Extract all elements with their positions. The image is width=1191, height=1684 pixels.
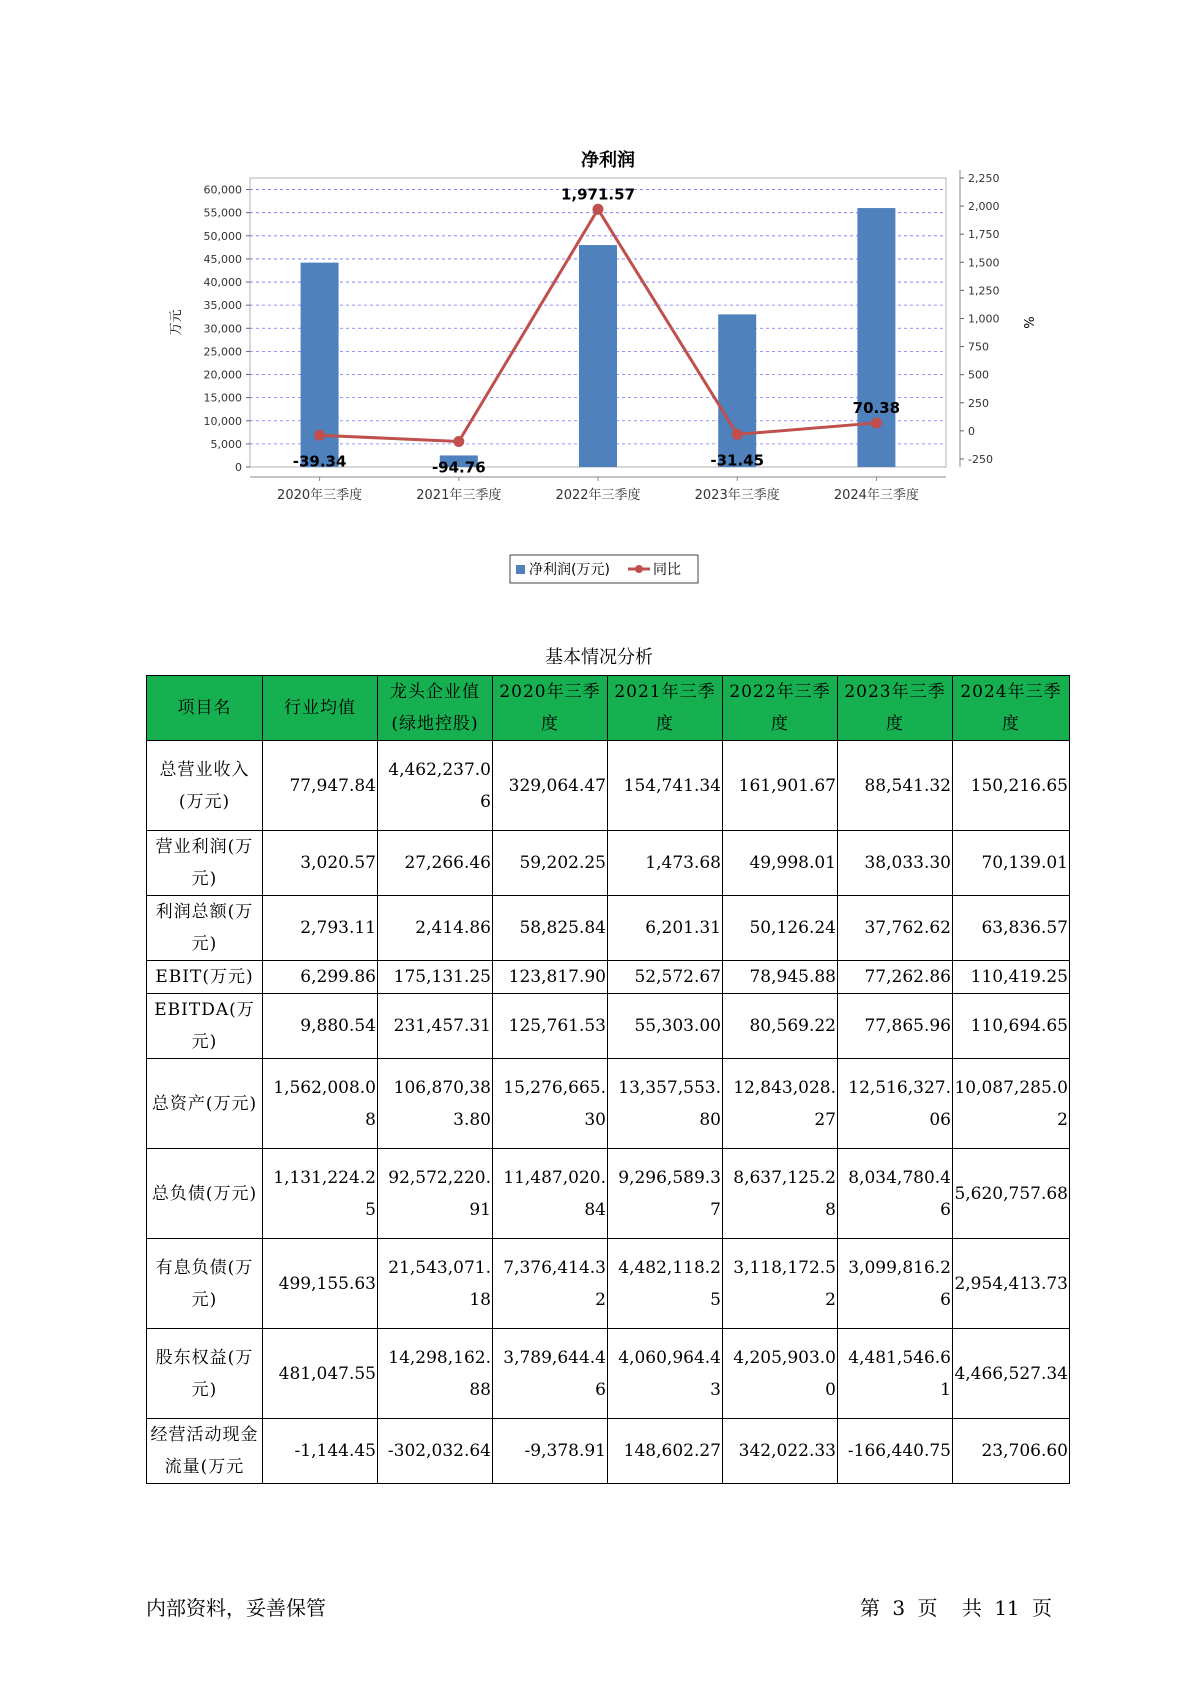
row-label: 总营业收入(万元) [147,741,263,831]
table-cell: 9,296,589.37 [608,1149,723,1239]
table-cell: 342,022.33 [723,1419,838,1484]
yoy-data-label: -94.76 [431,458,486,477]
table-cell: -1,144.45 [263,1419,378,1484]
y2-tick-label: 250 [968,396,989,410]
table-cell: 92,572,220.91 [378,1149,493,1239]
row-label: 利润总额(万元) [147,896,263,961]
table-cell: 88,541.32 [838,741,953,831]
table-cell: 329,064.47 [493,741,608,831]
table-row [147,741,1070,831]
y-tick-label: 20,000 [203,368,242,382]
table-cell: 3,099,816.26 [838,1239,953,1329]
yoy-point [593,204,604,215]
table-row [147,1239,1070,1329]
table-cell: 21,543,071.18 [378,1239,493,1329]
header-leader-value: 龙头企业值(绿地控股) [378,676,493,741]
y2-tick-label: -250 [968,452,993,466]
table-cell: 70,139.01 [953,831,1070,896]
table-row [147,1329,1070,1419]
table-cell: 14,298,162.88 [378,1329,493,1419]
y-tick-label: 45,000 [203,252,242,266]
table-cell: 12,516,327.06 [838,1059,953,1149]
table-cell: 3,789,644.46 [493,1329,608,1419]
table-cell: 4,205,903.00 [723,1329,838,1419]
y-tick-label: 5,000 [210,437,242,451]
y-tick-label: 15,000 [203,391,242,405]
chart-title: 净利润 [581,150,635,171]
yoy-point [732,429,743,440]
table-cell: -9,378.91 [493,1419,608,1484]
table-cell: 52,572.67 [608,961,723,994]
y2-axis-label: % [1020,316,1035,329]
row-label: 股东权益(万元) [147,1329,263,1419]
total-prefix: 共 [961,1596,982,1620]
table-cell: 3,118,172.52 [723,1239,838,1329]
table-cell: 4,482,118.25 [608,1239,723,1329]
y-tick-label: 40,000 [203,276,242,290]
yoy-point [453,436,464,447]
footer-confidential-note: 内部资料，妥善保管 [146,1596,326,1620]
header-2020q3: 2020年三季度 [493,676,608,741]
table-cell: 1,131,224.25 [263,1149,378,1239]
table-row [147,831,1070,896]
y2-tick-label: 1,000 [968,312,1000,326]
x-tick-label: 2020年三季度 [277,488,363,503]
table-cell: 10,087,285.02 [953,1059,1070,1149]
table-cell: 9,880.54 [263,994,378,1059]
table-cell: 55,303.00 [608,994,723,1059]
table-cell: 5,620,757.68 [953,1149,1070,1239]
table-cell: 123,817.90 [493,961,608,994]
y2-tick-label: 2,250 [968,172,1000,185]
page-number: 3 [892,1596,906,1620]
x-tick-label: 2024年三季度 [833,488,919,503]
row-label: 营业利润(万元) [147,831,263,896]
table-cell: 110,694.65 [953,994,1070,1059]
header-2024q3: 2024年三季度 [953,676,1070,741]
y-tick-label: 35,000 [203,299,242,313]
table-cell: 11,487,020.84 [493,1149,608,1239]
table-cell: 154,741.34 [608,741,723,831]
table-cell: -166,440.75 [838,1419,953,1484]
table-cell: 15,276,665.30 [493,1059,608,1149]
legend-bar-label: 净利润(万元) [529,562,610,578]
header-item-name: 项目名 [147,676,263,741]
table-cell: 58,825.84 [493,896,608,961]
table-cell: 4,462,237.06 [378,741,493,831]
table-cell: 2,793.11 [263,896,378,961]
y-tick-label: 0 [235,461,242,474]
net-profit-chart [150,140,1050,600]
table-cell: 59,202.25 [493,831,608,896]
table-cell: 6,299.86 [263,961,378,994]
table-cell: 8,637,125.28 [723,1149,838,1239]
table-cell: 175,131.25 [378,961,493,994]
header-2021q3: 2021年三季度 [608,676,723,741]
table-header-row [147,676,1070,741]
header-industry-avg: 行业均值 [263,676,378,741]
page-unit: 页 [917,1596,938,1620]
table-cell: 499,155.63 [263,1239,378,1329]
row-label: 有息负债(万元) [147,1239,263,1329]
table-row [147,961,1070,994]
x-tick-label: 2023年三季度 [694,488,780,503]
table-cell: 2,414.86 [378,896,493,961]
table-cell: 78,945.88 [723,961,838,994]
table-cell: 77,947.84 [263,741,378,831]
row-label: EBIT(万元) [147,961,263,994]
yoy-point [314,430,325,441]
table-cell: 1,562,008.08 [263,1059,378,1149]
table-cell: 27,266.46 [378,831,493,896]
row-label: 总负债(万元) [147,1149,263,1239]
legend-line-label: 同比 [653,562,681,578]
yoy-data-label: 70.38 [852,398,901,417]
table-cell: 23,706.60 [953,1419,1070,1484]
table-row [147,1419,1070,1484]
y2-tick-label: 0 [968,424,975,438]
table-cell: 2,954,413.73 [953,1239,1070,1329]
page-prefix: 第 [860,1596,881,1620]
table-cell: 13,357,553.80 [608,1059,723,1149]
yoy-data-label: -39.34 [292,452,347,471]
row-label: EBITDA(万元) [147,994,263,1059]
y2-tick-label: 1,750 [968,228,1000,242]
y-tick-label: 50,000 [203,229,242,243]
x-tick-label: 2022年三季度 [555,488,641,503]
table-cell: 80,569.22 [723,994,838,1059]
table-caption: 基本情况分析 [545,647,653,668]
yoy-data-label: 1,971.57 [560,185,636,204]
row-label: 总资产(万元) [147,1059,263,1149]
table-cell: 125,761.53 [493,994,608,1059]
table-cell: 49,998.01 [723,831,838,896]
table-row [147,1149,1070,1239]
table-cell: 1,473.68 [608,831,723,896]
y-axis-label: 万元 [169,309,184,336]
table-cell: 4,466,527.34 [953,1329,1070,1419]
y-tick-label: 25,000 [203,345,242,359]
y-tick-label: 10,000 [203,414,242,428]
y-tick-label: 55,000 [203,206,242,220]
y2-tick-label: 1,500 [968,256,1000,270]
table-cell: 150,216.65 [953,741,1070,831]
bar [718,314,756,467]
table-cell: 50,126.24 [723,896,838,961]
table-cell: 110,419.25 [953,961,1070,994]
yoy-point [871,417,882,428]
header-2023q3: 2023年三季度 [838,676,953,741]
y-tick-label: 30,000 [203,322,242,336]
y2-tick-label: 750 [968,340,989,354]
table-cell: 106,870,383.80 [378,1059,493,1149]
table-cell: 6,201.31 [608,896,723,961]
table-cell: 12,843,028.27 [723,1059,838,1149]
x-tick-label: 2021年三季度 [416,488,502,503]
table-cell: 481,047.55 [263,1329,378,1419]
table-row [147,994,1070,1059]
table-cell: 3,020.57 [263,831,378,896]
table-row [147,1059,1070,1149]
total-pages: 11 [994,1596,1020,1620]
y2-tick-label: 2,000 [968,200,1000,214]
table-cell: 38,033.30 [838,831,953,896]
basic-analysis-table [146,675,1070,1484]
header-2022q3: 2022年三季度 [723,676,838,741]
y2-tick-label: 500 [968,368,989,382]
table-cell: 231,457.31 [378,994,493,1059]
legend-bar-swatch [516,565,525,574]
bar [579,245,617,467]
table-cell: 4,481,546.61 [838,1329,953,1419]
table-cell: 37,762.62 [838,896,953,961]
table-cell: 7,376,414.32 [493,1239,608,1329]
table-cell: 161,901.67 [723,741,838,831]
table-cell: -302,032.64 [378,1419,493,1484]
footer-page-info [860,1592,1052,1621]
table-cell: 4,060,964.43 [608,1329,723,1419]
table-cell: 77,262.86 [838,961,953,994]
y2-tick-label: 1,250 [968,284,1000,298]
table-cell: 8,034,780.46 [838,1149,953,1239]
table-row [147,896,1070,961]
legend-line-marker [635,565,643,573]
total-unit: 页 [1032,1596,1052,1620]
row-label: 经营活动现金流量(万元 [147,1419,263,1484]
yoy-data-label: -31.45 [710,451,765,470]
table-cell: 148,602.27 [608,1419,723,1484]
y-tick-label: 60,000 [203,183,242,197]
table-cell: 77,865.96 [838,994,953,1059]
table-cell: 63,836.57 [953,896,1070,961]
